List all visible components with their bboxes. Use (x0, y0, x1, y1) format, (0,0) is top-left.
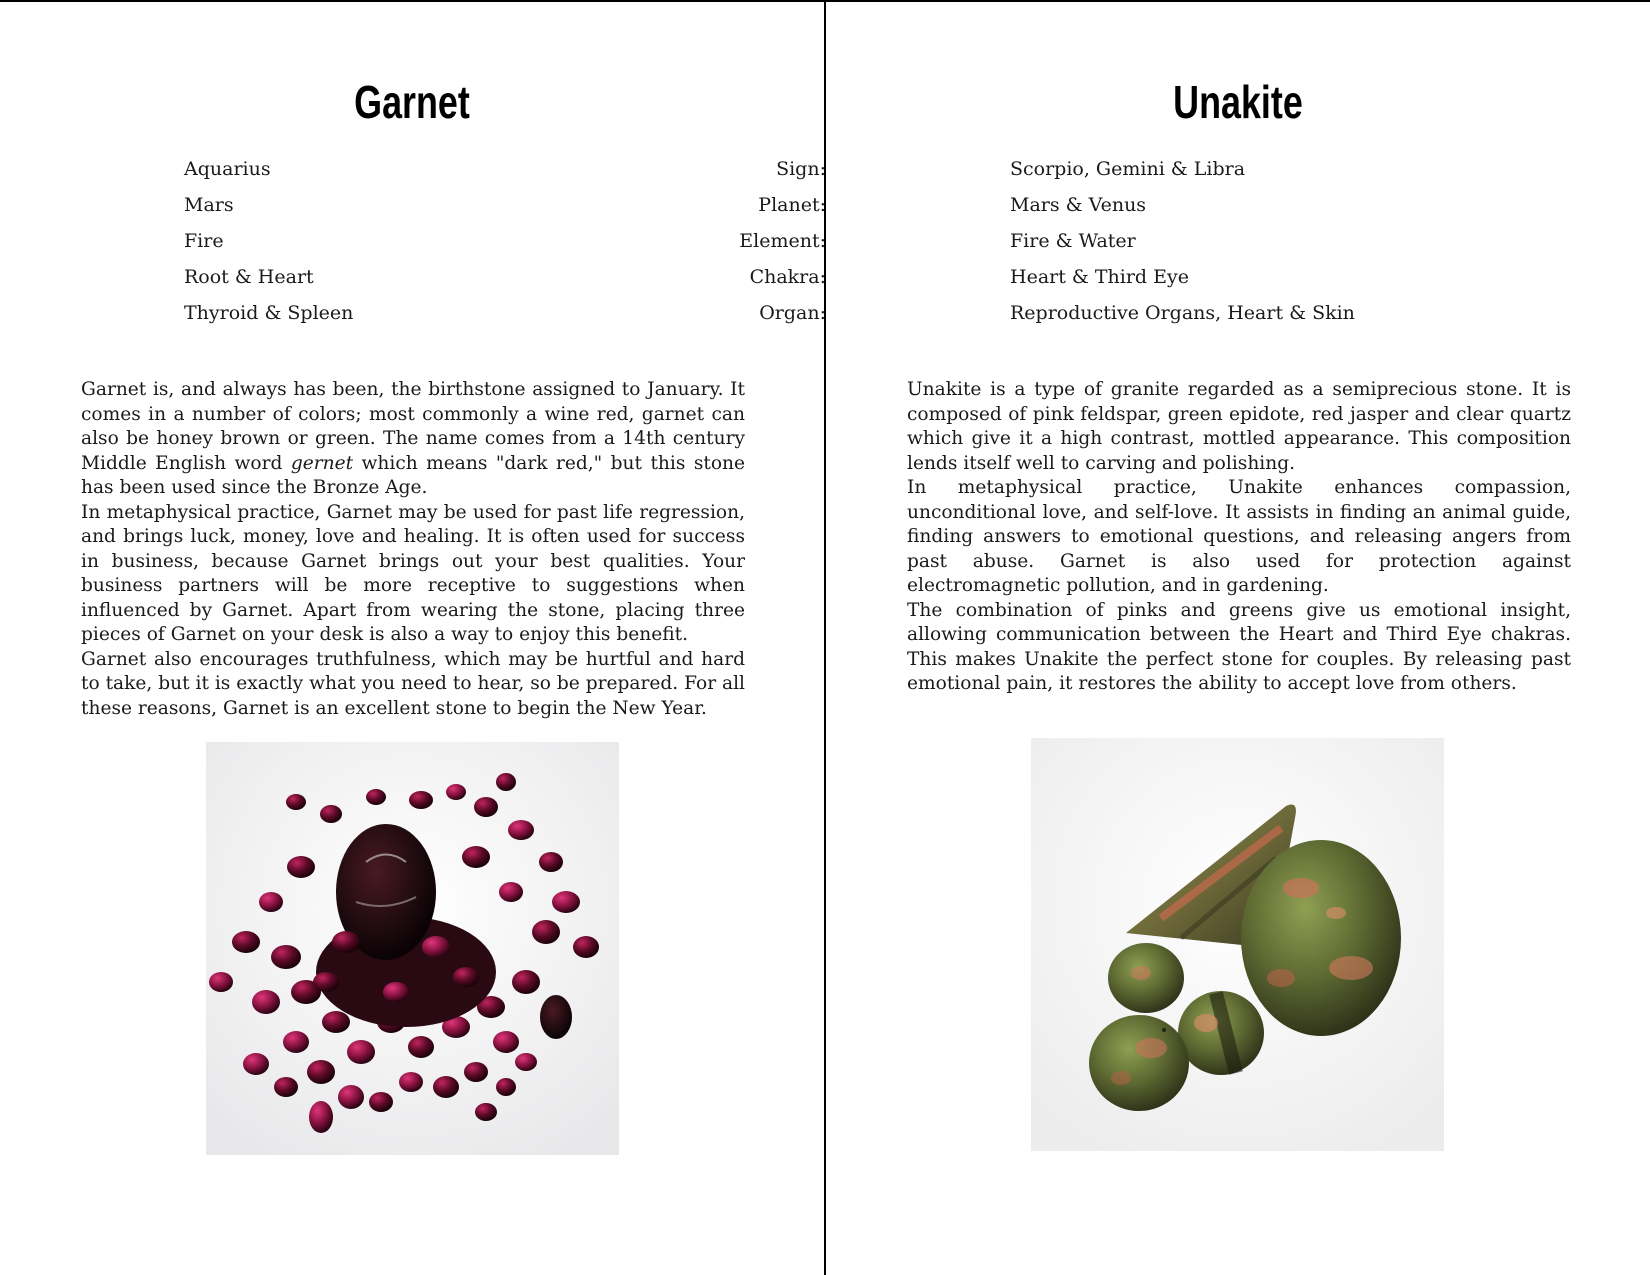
unakite-stones-image (1031, 738, 1444, 1151)
body-text (907, 378, 1571, 697)
property-label: Sign: (776, 158, 826, 180)
garnet-stones-image (206, 742, 619, 1155)
property-label: Element: (739, 230, 826, 252)
property-value: Heart & Third Eye (1010, 266, 1189, 288)
paragraph: Garnet is, and always has been, the birthstone assigned to January. It comes in a number of colors; most commonly a wine red, garnet can also be honey brown or green. The name comes from a 14th century Middle English word gernet which means "dark red," but this stone has been used since the Bronze Age. (81, 379, 746, 498)
unakite-photo (1031, 738, 1444, 1151)
page-unakite (739, 0, 1650, 1275)
paragraph: Garnet also encourages truthfulness, which may be hurtful and hard to take, but it is exactly what you need to hear, so be prepared. For all these reasons, Garnet is an excellent stone to begin the New Year. (81, 648, 745, 719)
property-label: Organ: (759, 302, 826, 324)
garnet-photo (206, 742, 619, 1155)
property-value: Mars & Venus (1010, 194, 1147, 216)
paragraph: Unakite is a type of granite regarded as a semiprecious stone. It is composed of pink feldspar, green epidote, red jasper and clear quartz which give it a high contrast, mottled appearance. This composition lends itself well to carving and polishing. (907, 379, 1571, 474)
page-title: Garnet (354, 76, 470, 128)
body-text (81, 378, 745, 721)
paragraph: In metaphysical practice, Unakite enhances compassion, unconditional love, and self-love. It assists in finding an animal guide, finding answers to emotional questions, and releasing angers from past abuse. Garnet is also used for protection against electromagnetic pollution, and in gardening. (907, 477, 1571, 596)
property-value: Aquarius (184, 158, 271, 180)
property-value: Reproductive Organs, Heart & Skin (1010, 302, 1355, 324)
property-value: Fire & Water (1010, 230, 1136, 252)
property-value: Mars (184, 194, 234, 216)
property-value: Scorpio, Gemini & Libra (1010, 158, 1246, 180)
property-label: Chakra: (749, 266, 826, 288)
property-value: Fire (184, 230, 224, 252)
page-title: Unakite (1173, 76, 1303, 128)
property-label: Planet: (758, 194, 826, 216)
paragraph: In metaphysical practice, Garnet may be used for past life regression, and brings luck, money, love and healing. It is often used for success in business, because Garnet brings out your best qualities. Your business partners will be more receptive to suggestions when influenced by Garnet. Apart from wearing the stone, placing three pieces of Garnet on your desk is also a way to enjoy this benefit. (81, 501, 745, 645)
property-value: Thyroid & Spleen (184, 302, 354, 324)
property-value: Root & Heart (184, 266, 314, 288)
paragraph: The combination of pinks and greens give us emotional insight, allowing communication between the Heart and Third Eye chakras. This makes Unakite the perfect stone for couples. By releasing past emotional pain, it restores the ability to accept love from others. (907, 599, 1571, 694)
